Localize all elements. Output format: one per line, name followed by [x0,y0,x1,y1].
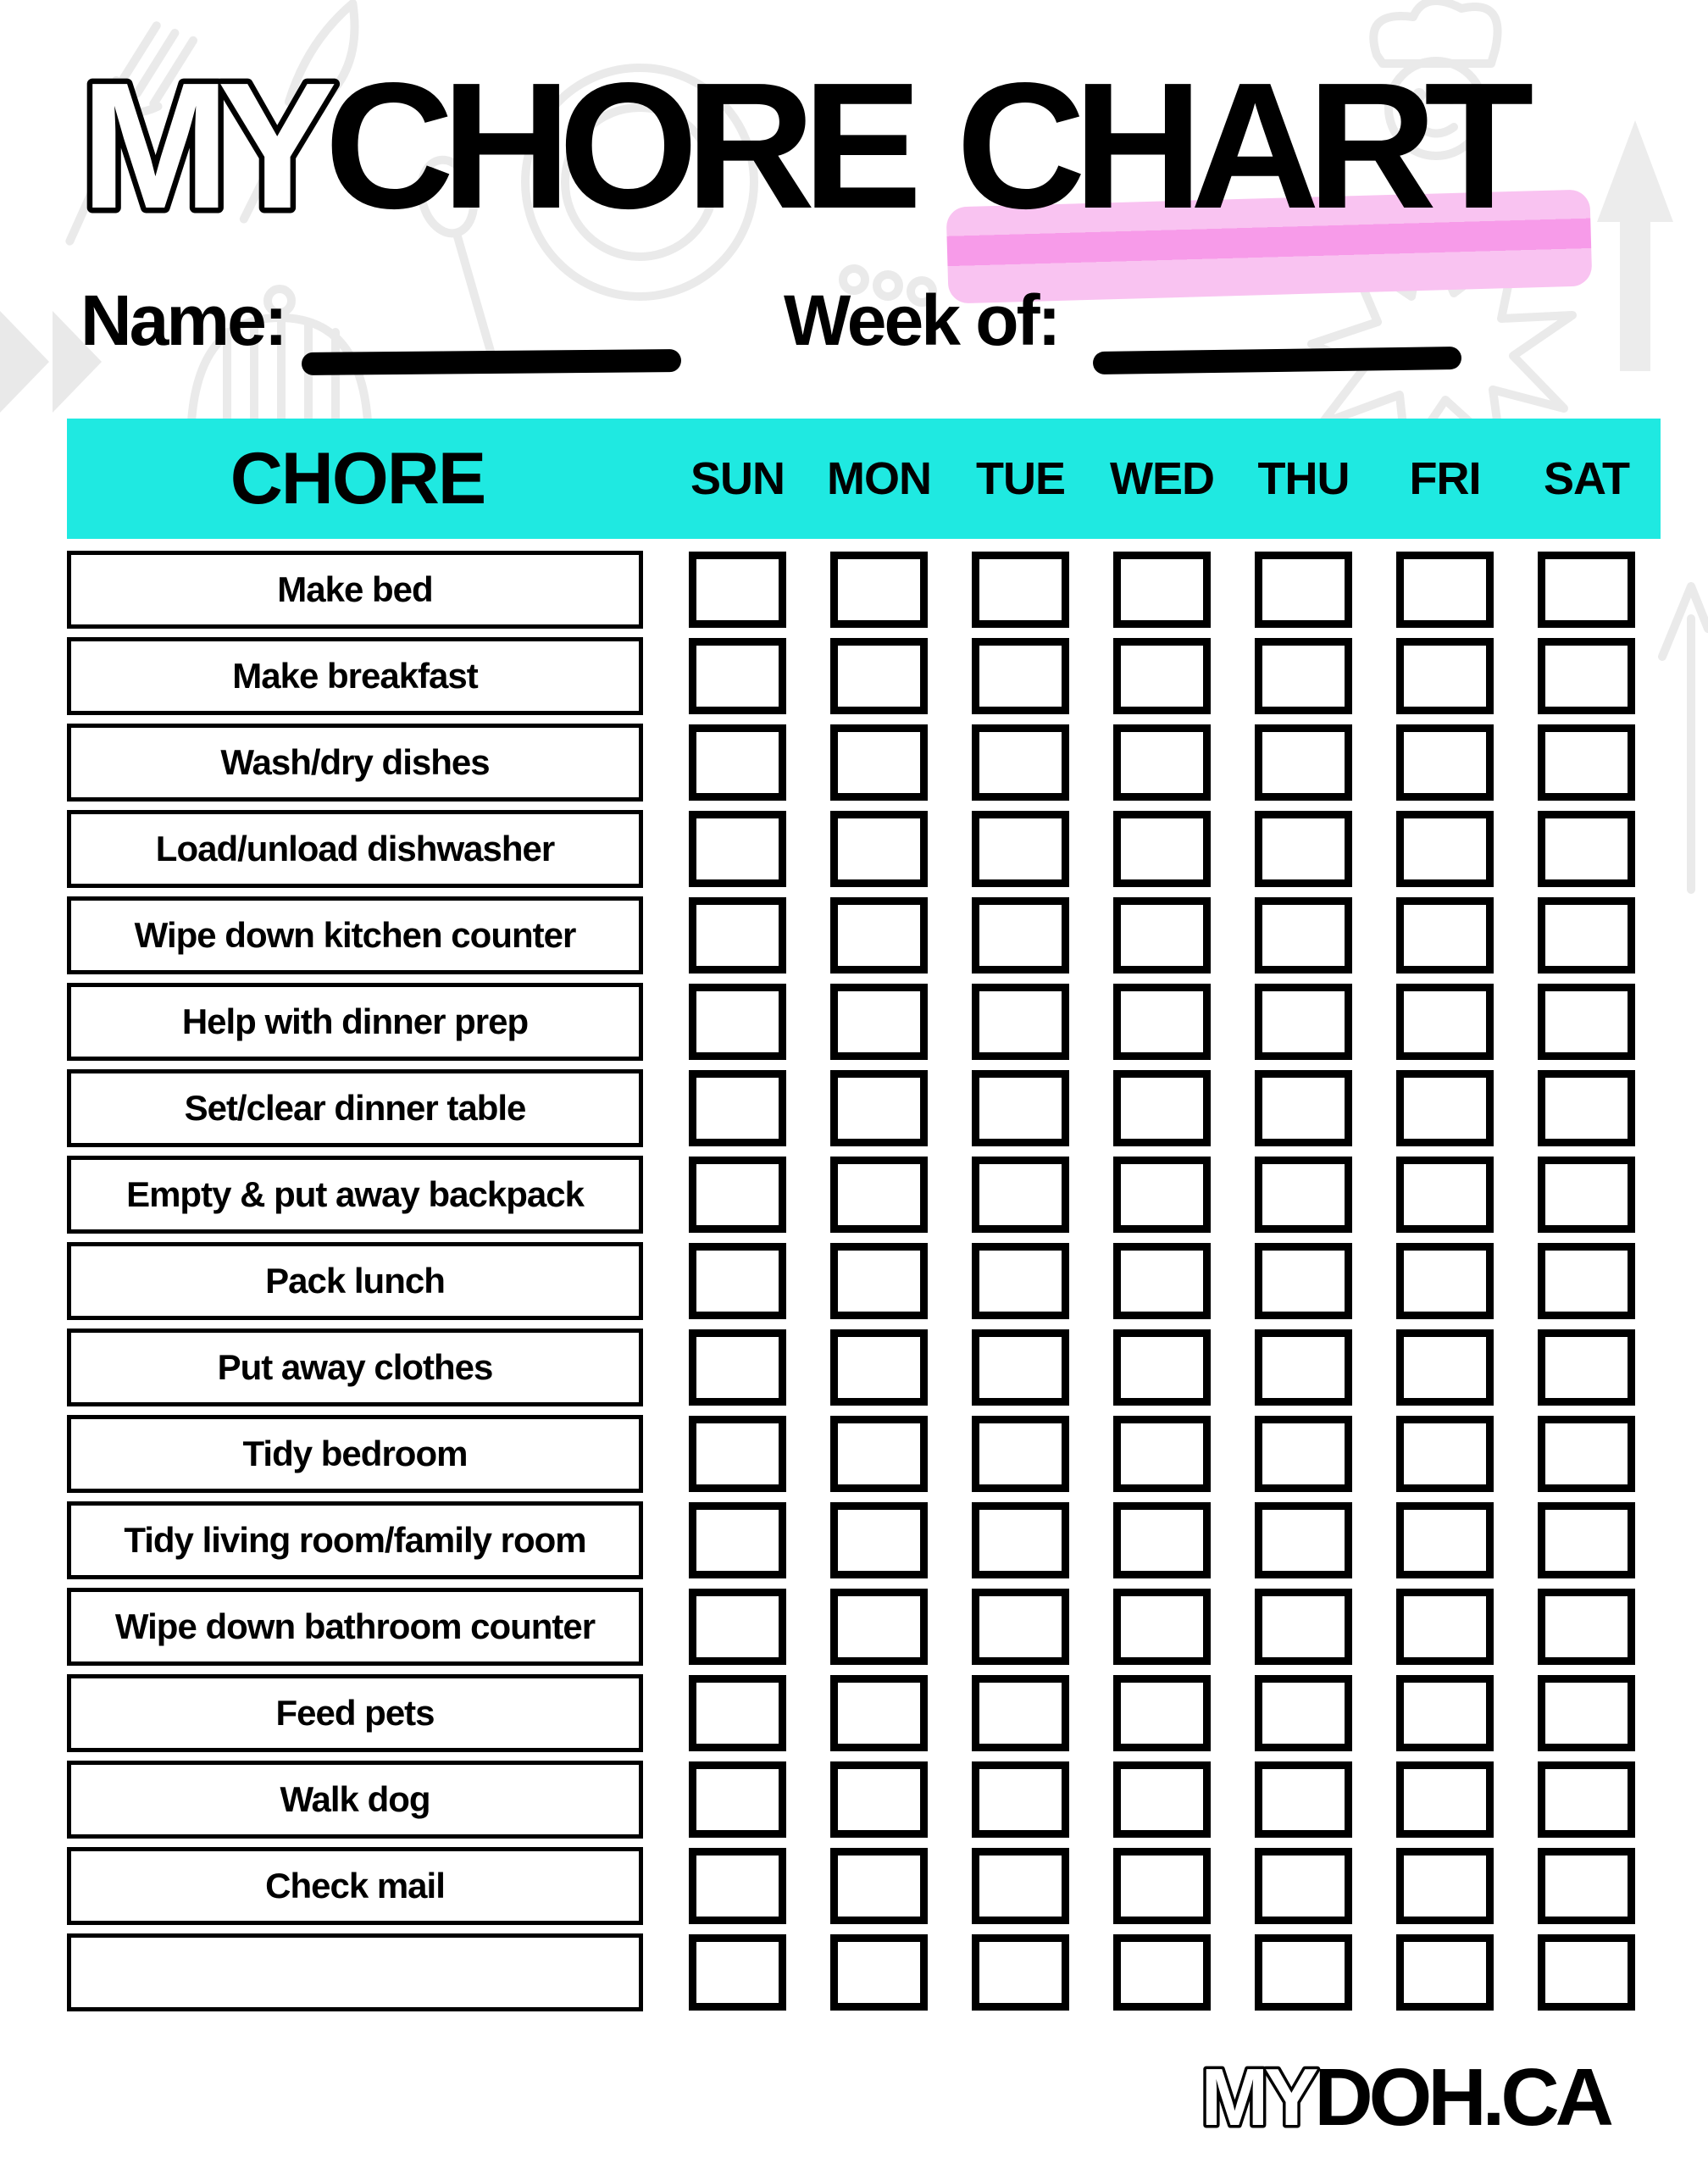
checkbox-thu-row-8[interactable] [1255,1157,1352,1233]
checkbox-thu-row-12[interactable] [1255,1502,1352,1578]
checkbox-sat-row-15[interactable] [1538,1761,1635,1838]
checkbox-tue-row-2[interactable] [972,638,1069,714]
checkbox-fri-row-1[interactable] [1396,552,1494,628]
checkbox-sat-row-4[interactable] [1538,811,1635,887]
checkbox-fri-row-2[interactable] [1396,638,1494,714]
chore-label-cell: Set/clear dinner table [67,1069,643,1147]
checkbox-mon-row-5[interactable] [830,897,928,974]
checkbox-tue-row-6[interactable] [972,984,1069,1060]
day-header-sun: SUN [690,453,785,504]
checkbox-tue-row-17[interactable] [972,1934,1069,2011]
checkbox-mon-row-4[interactable] [830,811,928,887]
mydoh-logo [1135,2044,1627,2154]
checkbox-mon-row-8[interactable] [830,1157,928,1233]
chore-label-cell: Tidy bedroom [67,1415,643,1493]
checkbox-fri-row-6[interactable] [1396,984,1494,1060]
checkbox-thu-row-6[interactable] [1255,984,1352,1060]
checkbox-tue-row-7[interactable] [972,1070,1069,1146]
day-header-tue: TUE [976,453,1065,504]
checkbox-thu-row-9[interactable] [1255,1243,1352,1319]
chore-label-cell: Pack lunch [67,1242,643,1320]
checkbox-sun-row-2[interactable] [689,638,786,714]
checkbox-sat-row-7[interactable] [1538,1070,1635,1146]
checkbox-tue-row-15[interactable] [972,1761,1069,1838]
checkbox-thu-row-16[interactable] [1255,1848,1352,1924]
checkbox-tue-row-1[interactable] [972,552,1069,628]
table-row [67,551,1661,629]
checkbox-mon-row-13[interactable] [830,1589,928,1665]
checkbox-thu-row-17[interactable] [1255,1934,1352,2011]
day-header-thu: THU [1257,453,1350,504]
checkbox-wed-row-5[interactable] [1113,897,1211,974]
checkbox-sat-row-8[interactable] [1538,1157,1635,1233]
checkbox-thu-row-15[interactable] [1255,1761,1352,1838]
chore-label-cell: Walk dog [67,1761,643,1839]
table-row [67,724,1661,802]
checkbox-sat-row-3[interactable] [1538,724,1635,801]
checkbox-mon-row-11[interactable] [830,1416,928,1492]
checkbox-fri-row-9[interactable] [1396,1243,1494,1319]
checkbox-sun-row-12[interactable] [689,1502,786,1578]
checkbox-fri-row-12[interactable] [1396,1502,1494,1578]
checkbox-sat-row-17[interactable] [1538,1934,1635,2011]
checkbox-fri-row-3[interactable] [1396,724,1494,801]
checkbox-wed-row-14[interactable] [1113,1675,1211,1751]
checkbox-wed-row-1[interactable] [1113,552,1211,628]
checkbox-sat-row-16[interactable] [1538,1848,1635,1924]
chore-label-cell: Wipe down kitchen counter [67,896,643,974]
checkbox-sun-row-17[interactable] [689,1934,786,2011]
checkbox-sat-row-1[interactable] [1538,552,1635,628]
chore-label-cell: Help with dinner prep [67,983,643,1061]
title-chart: CHART [956,45,1522,246]
checkbox-tue-row-9[interactable] [972,1243,1069,1319]
table-row [67,983,1661,1061]
page-title [0,0,1708,280]
checkbox-fri-row-13[interactable] [1396,1589,1494,1665]
table-row [67,1674,1661,1752]
chore-label-cell: Make breakfast [67,637,643,715]
day-header-mon: MON [827,453,931,504]
chore-label-cell: Put away clothes [67,1329,643,1406]
checkbox-tue-row-12[interactable] [972,1502,1069,1578]
svg-text:MYCHORECHART [80,45,1533,246]
checkbox-wed-row-7[interactable] [1113,1070,1211,1146]
table-row [67,1242,1661,1320]
checkbox-mon-row-2[interactable] [830,638,928,714]
checkbox-sat-row-10[interactable] [1538,1329,1635,1406]
checkbox-sun-row-14[interactable] [689,1675,786,1751]
checkbox-wed-row-9[interactable] [1113,1243,1211,1319]
chore-label-cell: Empty & put away backpack [67,1156,643,1234]
checkbox-thu-row-11[interactable] [1255,1416,1352,1492]
checkbox-mon-row-12[interactable] [830,1502,928,1578]
checkbox-sun-row-16[interactable] [689,1848,786,1924]
checkbox-sat-row-5[interactable] [1538,897,1635,974]
chore-label-cell: Wipe down bathroom counter [67,1588,643,1666]
checkbox-sun-row-10[interactable] [689,1329,786,1406]
checkbox-sun-row-1[interactable] [689,552,786,628]
title-my: MY [80,45,324,246]
checkbox-sat-row-13[interactable] [1538,1589,1635,1665]
table-row [67,1933,1661,2011]
right-edge-arrow-doodle [1662,586,1708,890]
checkbox-mon-row-7[interactable] [830,1070,928,1146]
checkbox-sun-row-3[interactable] [689,724,786,801]
checkbox-fri-row-4[interactable] [1396,811,1494,887]
checkbox-tue-row-8[interactable] [972,1157,1069,1233]
checkbox-wed-row-16[interactable] [1113,1848,1211,1924]
checkbox-wed-row-4[interactable] [1113,811,1211,887]
checkbox-sat-row-14[interactable] [1538,1675,1635,1751]
table-row [67,1156,1661,1234]
checkbox-fri-row-5[interactable] [1396,897,1494,974]
week-of-label: Week of: [784,280,1059,360]
checkbox-wed-row-12[interactable] [1113,1502,1211,1578]
chore-label-cell: Load/unload dishwasher [67,810,643,888]
chore-label-cell: Check mail [67,1847,643,1925]
checkbox-wed-row-17[interactable] [1113,1934,1211,2011]
checkbox-wed-row-8[interactable] [1113,1157,1211,1233]
chore-label-cell: Make bed [67,551,643,629]
table-row [67,896,1661,974]
checkbox-fri-row-17[interactable] [1396,1934,1494,2011]
checkbox-mon-row-10[interactable] [830,1329,928,1406]
checkbox-sat-row-12[interactable] [1538,1502,1635,1578]
checkbox-mon-row-1[interactable] [830,552,928,628]
checkbox-sat-row-6[interactable] [1538,984,1635,1060]
checkbox-fri-row-7[interactable] [1396,1070,1494,1146]
checkbox-fri-row-11[interactable] [1396,1416,1494,1492]
checkbox-sun-row-7[interactable] [689,1070,786,1146]
checkbox-sun-row-11[interactable] [689,1416,786,1492]
checkbox-mon-row-17[interactable] [830,1934,928,2011]
chore-label-cell: Tidy living room/family room [67,1501,643,1579]
checkbox-tue-row-11[interactable] [972,1416,1069,1492]
checkbox-thu-row-7[interactable] [1255,1070,1352,1146]
day-header-sat: SAT [1544,453,1629,504]
checkbox-wed-row-15[interactable] [1113,1761,1211,1838]
checkbox-sat-row-11[interactable] [1538,1416,1635,1492]
checkbox-mon-row-15[interactable] [830,1761,928,1838]
checkbox-thu-row-13[interactable] [1255,1589,1352,1665]
checkbox-thu-row-3[interactable] [1255,724,1352,801]
checkbox-fri-row-16[interactable] [1396,1848,1494,1924]
checkbox-thu-row-5[interactable] [1255,897,1352,974]
checkbox-tue-row-5[interactable] [972,897,1069,974]
checkbox-sun-row-4[interactable] [689,811,786,887]
checkbox-thu-row-2[interactable] [1255,638,1352,714]
checkbox-mon-row-3[interactable] [830,724,928,801]
checkbox-tue-row-4[interactable] [972,811,1069,887]
chore-label-cell [67,1933,643,2011]
checkbox-thu-row-14[interactable] [1255,1675,1352,1751]
table-row [67,1761,1661,1839]
logo-my: MY [1201,2052,1315,2143]
checkbox-tue-row-10[interactable] [972,1329,1069,1406]
checkbox-tue-row-14[interactable] [972,1675,1069,1751]
checkbox-mon-row-6[interactable] [830,984,928,1060]
title-chore: CHORE [324,45,910,246]
checkbox-thu-row-4[interactable] [1255,811,1352,887]
chore-column-header: CHORE [230,437,485,519]
table-row [67,1847,1661,1925]
checkbox-sun-row-13[interactable] [689,1589,786,1665]
table-row [67,1415,1661,1493]
checkbox-thu-row-1[interactable] [1255,552,1352,628]
table-row [67,1501,1661,1579]
table-row [67,1069,1661,1147]
checkbox-thu-row-10[interactable] [1255,1329,1352,1406]
name-label: Name: [80,280,286,360]
checkbox-wed-row-13[interactable] [1113,1589,1211,1665]
checkbox-wed-row-11[interactable] [1113,1416,1211,1492]
day-header-wed: WED [1110,453,1214,504]
checkbox-sun-row-15[interactable] [689,1761,786,1838]
checkbox-wed-row-3[interactable] [1113,724,1211,801]
checkbox-sat-row-2[interactable] [1538,638,1635,714]
checkbox-sun-row-6[interactable] [689,984,786,1060]
checkbox-fri-row-14[interactable] [1396,1675,1494,1751]
logo-rest: DOH.CA [1314,2052,1610,2143]
svg-text:MYDOH.CA [1201,2052,1611,2143]
checkbox-wed-row-6[interactable] [1113,984,1211,1060]
table-row [67,1588,1661,1666]
checkbox-fri-row-8[interactable] [1396,1157,1494,1233]
checkbox-sun-row-9[interactable] [689,1243,786,1319]
checkbox-sun-row-5[interactable] [689,897,786,974]
checkbox-tue-row-13[interactable] [972,1589,1069,1665]
table-row [67,810,1661,888]
checkbox-wed-row-10[interactable] [1113,1329,1211,1406]
checkbox-sat-row-9[interactable] [1538,1243,1635,1319]
checkbox-fri-row-15[interactable] [1396,1761,1494,1838]
checkbox-fri-row-10[interactable] [1396,1329,1494,1406]
table-row [67,637,1661,715]
name-fill-line[interactable] [302,349,681,375]
checkbox-mon-row-16[interactable] [830,1848,928,1924]
table-row [67,1329,1661,1406]
checkbox-sun-row-8[interactable] [689,1157,786,1233]
chore-label-cell: Feed pets [67,1674,643,1752]
checkbox-wed-row-2[interactable] [1113,638,1211,714]
checkbox-mon-row-9[interactable] [830,1243,928,1319]
checkbox-tue-row-16[interactable] [972,1848,1069,1924]
day-header-fri: FRI [1409,453,1481,504]
checkbox-mon-row-14[interactable] [830,1675,928,1751]
checkbox-tue-row-3[interactable] [972,724,1069,801]
chore-label-cell: Wash/dry dishes [67,724,643,802]
